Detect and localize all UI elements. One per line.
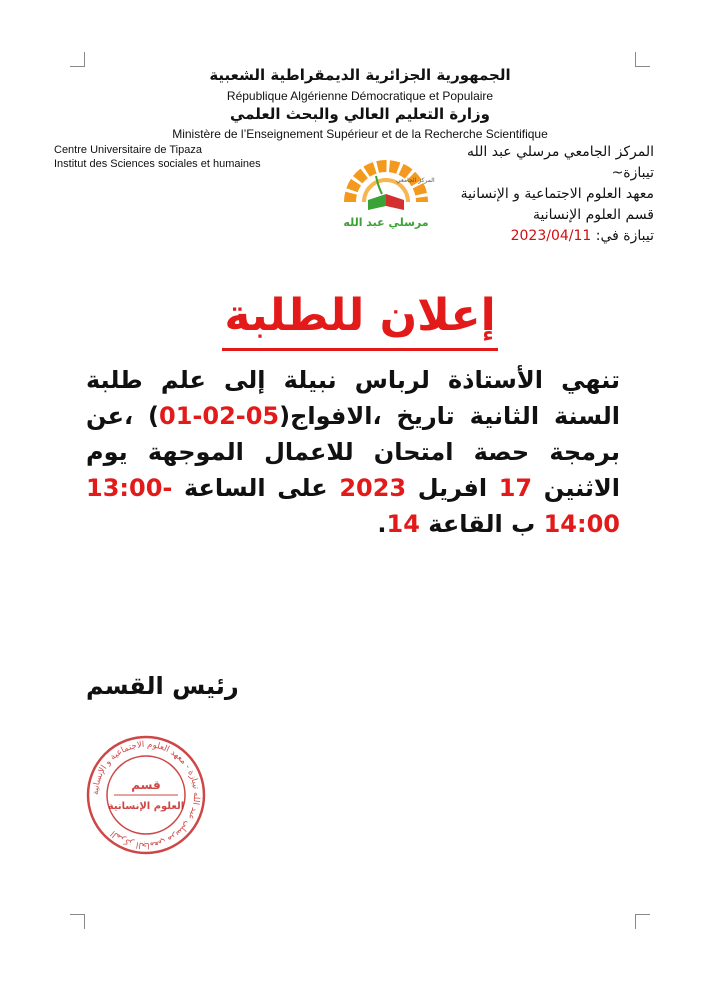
logo-text-top: المركز الجامعي: [396, 177, 435, 184]
header-republic-arabic: الجمهورية الجزائرية الديمقراطية الشعبية: [209, 66, 511, 84]
announcement-title: إعلان للطلبة: [222, 284, 497, 351]
document-date: [461, 226, 654, 247]
header-ministry-arabic: وزارة التعليم العالي والبحث العلمي: [229, 105, 491, 123]
institution-arabic-block: [461, 142, 654, 247]
logo-text-bottom: مرسلي عبد الله: [343, 216, 429, 229]
institution-department-arabic: قسم العلوم الإنسانية: [533, 207, 654, 223]
crop-mark-top-left: [70, 52, 85, 67]
stamp-seal-icon: [88, 737, 204, 853]
body-programming: ) ،عن برمجة حصة امتحان للاعمال الموجهة يوم الاثنين: [86, 402, 621, 502]
date-label: تيبازة في:: [595, 228, 654, 244]
institution-city-arabic: تيبازة~: [611, 165, 654, 181]
department-head-signature: رئيس القسم: [86, 672, 239, 700]
header-ministry-french: Ministère de l’Enseignement Supérieur et de la Recherche Scientifique: [172, 127, 548, 141]
stamp-center-line1: قسم: [131, 778, 161, 792]
body-students: إلى علم طلبة السنة الثانية تاريخ ،الافواج(: [86, 366, 620, 430]
date-value: 2023/04/11: [510, 228, 592, 244]
stamp-center-line2: العلوم الإنسانية: [107, 801, 185, 812]
body-month: افريل: [417, 474, 488, 502]
body-day: 17: [498, 474, 533, 502]
body-period: .: [377, 510, 387, 538]
department-stamp: [84, 733, 208, 857]
body-year: 2023: [339, 474, 407, 502]
crop-mark-top-right: [635, 52, 650, 67]
body-intro: تنهي الأستاذة لرباس نبيلة: [283, 366, 621, 394]
announcement-body: [86, 362, 620, 542]
university-logo: [336, 146, 436, 232]
crop-mark-bottom-right: [635, 914, 650, 929]
announcement-title-wrap: [0, 284, 720, 351]
institution-centre-arabic: المركز الجامعي مرسلي عبد الله: [466, 144, 654, 160]
body-room-label: ب القاعة: [428, 510, 536, 538]
institution-french-block: [54, 143, 261, 171]
crop-mark-bottom-left: [70, 914, 85, 929]
header-republic-french: République Algérienne Démocratique et Populaire: [226, 89, 494, 103]
institution-centre: Centre Universitaire de Tipaza: [54, 144, 202, 156]
institution-institute: Institut des Sciences sociales et humaines: [54, 158, 261, 170]
body-time: 13:00-14:00: [86, 474, 620, 538]
body-at-time: على الساعة: [183, 474, 328, 502]
institution-institute-arabic: معهد العلوم الاجتماعية و الإنسانية: [460, 186, 654, 202]
body-room: 14: [386, 510, 420, 538]
body-groups: 01-02-05: [159, 402, 280, 430]
stamp-ring-text: المركز الجامعي مرسلي عبد الله تيبازة - معهد العلوم الاجتماعية و الإنسانية: [90, 739, 202, 851]
